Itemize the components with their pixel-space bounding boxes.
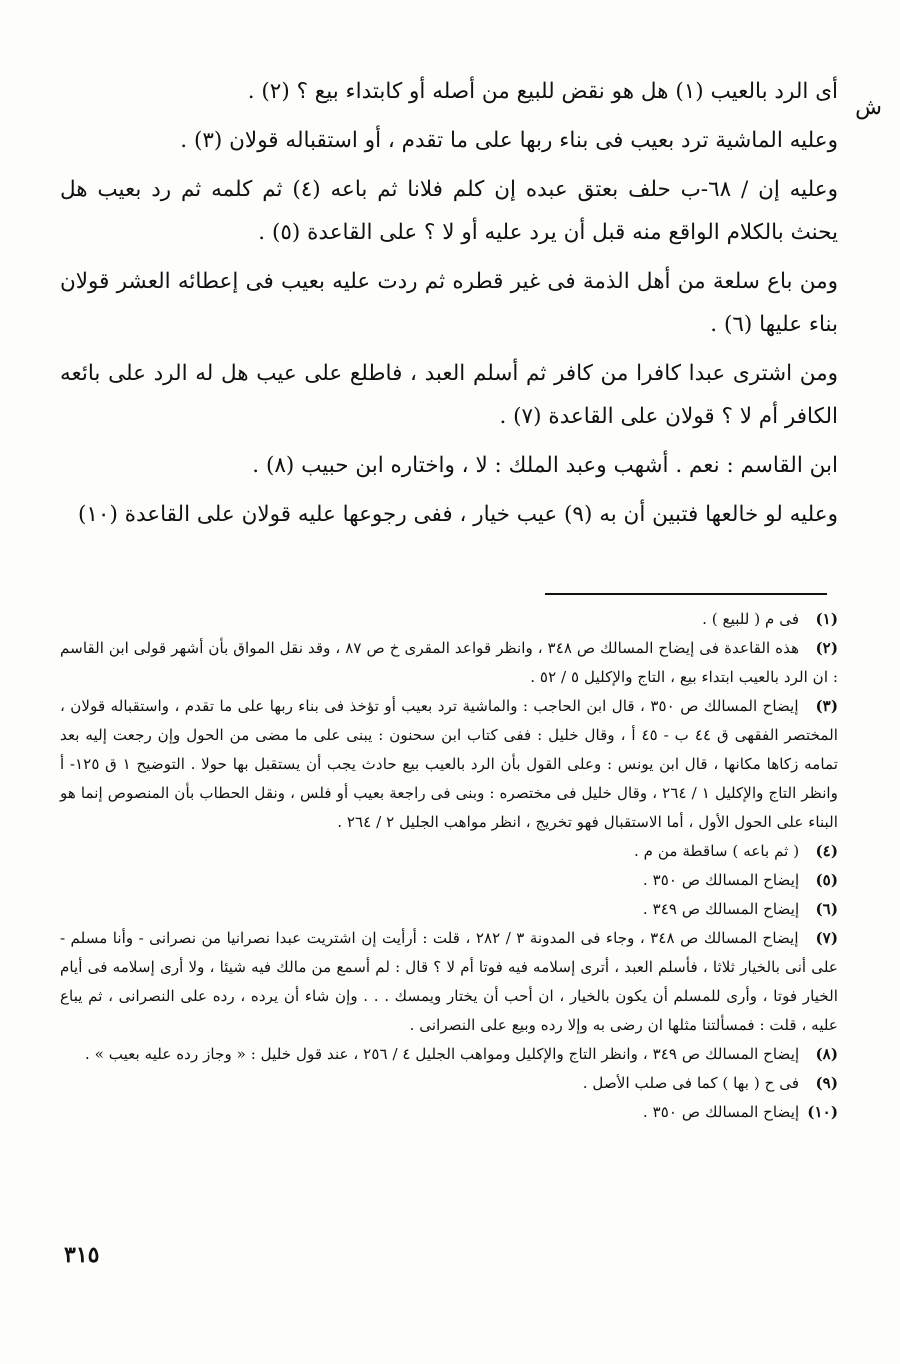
footnote-number: (٦) bbox=[815, 900, 838, 918]
footnote-number: (٩) bbox=[815, 1074, 838, 1092]
paragraph-2: وعليه الماشية ترد بعيب فى بناء ربها على ما تقدم ، أو استقباله قولان (٣) . bbox=[180, 128, 838, 153]
footnote-3 bbox=[60, 692, 838, 837]
footnote-number: (٧) bbox=[815, 929, 839, 947]
footnote-text: فى ح ( بها ) كما فى صلب الأصل . bbox=[582, 1074, 800, 1092]
footnote-number: (١) bbox=[815, 610, 838, 628]
footnote-text: إيضاح المسالك ص ٣٥٠ ، قال ابن الحاجب : والماشية ترد بعيب أو تؤخذ فى بناء ربها على ما تقدم ، واستقباله قولان ، المختصر الفقهى ق ٤٤ ب - ٤٥ أ ، وقال خليل : ففى كتاب ابن سحنون : يبنى على ما مضى من الحول وإن رجعت إليه بعد تمامه زكاها مكانها ، قال ابن يونس : وعلى القول بأن الرد بالعيب بيع حادث يجب أن يستقبل بها حولا . التوضيح ١ ق ١٢٥- أ وانظر التاج والإكليل ١ / ٢٦٤ ، وقال خليل فى مختصره : وبنى فى راجعة بعيب أو فلس ، ونقل الحطاب بأن المنصوص إنما هو البناء على الحول الأول ، أما الاستقبال فهو تخريج ، انظر مواهب الجليل ٢ / ٢٦٤ . bbox=[60, 697, 838, 831]
main-text bbox=[60, 70, 882, 542]
page-number: ٣١٥ bbox=[64, 1242, 100, 1268]
footnote-text: فى م ( للبيع ) . bbox=[702, 610, 800, 628]
footnote-text: إيضاح المسالك ص ٣٤٩ . bbox=[642, 900, 800, 918]
footnotes bbox=[60, 605, 838, 1127]
footnote-number: (٢) bbox=[815, 639, 838, 657]
footnote-number: (١٠) bbox=[807, 1103, 838, 1121]
paragraph-1: أى الرد بالعيب (١) هل هو نقض للبيع من أصله أو كابتداء بيع ؟ (٢) . bbox=[247, 79, 838, 104]
footnote-text: هذه القاعدة فى إيضاح المسالك ص ٣٤٨ ، وانظر قواعد المقرى خ ص ٨٧ ، وقد نقل المواق بأن أشهر قولى ابن القاسم : ان الرد بالعيب ابتداء بيع ، التاج والإكليل ٥ / ٥٢ . bbox=[60, 639, 838, 686]
footnote-6 bbox=[60, 895, 838, 924]
footnote-4 bbox=[60, 837, 838, 866]
footnote-separator bbox=[545, 593, 827, 595]
margin-mark: ش bbox=[855, 95, 882, 120]
footnote-text: إيضاح المسالك ص ٣٤٨ ، وجاء فى المدونة ٣ / ٢٨٢ ، قلت : أرأيت إن اشتريت عبدا نصرانيا من نصرانى - وأنا مسلم - على أنى بالخيار ثلاثا ، فأسلم العبد ، أترى إسلامه فيه فوتا أم لا ؟ قال : لم أسمع من مالك فيه شيئا ، ولا أرى إسلامه فى أيام الخيار فوتا ، وأرى للمسلم أن يكون بالخيار ، ان أحب أن يختار ويمسك . . . وإن شاء أن يرده ، رده على النصرانى ، ثم يباع عليه ، قلت : فمسألتنا مثلها ان رضى به وإلا رده وبيع على النصرانى . bbox=[60, 929, 838, 1034]
paragraph-5: ومن اشترى عبدا كافرا من كافر ثم أسلم العبد ، فاطلع على عيب هل له الرد على بائعه الكافر أم لا ؟ قولان على القاعدة (٧) . bbox=[60, 361, 838, 429]
footnote-number: (٥) bbox=[815, 871, 838, 889]
footnote-7 bbox=[60, 924, 838, 1040]
footnote-2 bbox=[60, 634, 838, 692]
paragraph-4: ومن باع سلعة من أهل الذمة فى غير قطره ثم ردت عليه بعيب فى إعطائه العشر قولان بناء عليها (٦) . bbox=[60, 269, 838, 337]
footnote-number: (٤) bbox=[815, 842, 838, 860]
paragraph-7: وعليه لو خالعها فتبين أن به (٩) عيب خيار ، ففى رجوعها عليه قولان على القاعدة (١٠) bbox=[77, 502, 838, 527]
footnote-text: إيضاح المسالك ص ٣٥٠ . bbox=[642, 871, 800, 889]
paragraph-3: وعليه إن / ٦٨-ب حلف بعتق عبده إن كلم فلانا ثم باعه (٤) ثم كلمه ثم رد بعيب هل يحنث بالكلام الواقع منه قبل أن يرد عليه أو لا ؟ على القاعدة (٥) . bbox=[60, 177, 838, 245]
footnote-text: إيضاح المسالك ص ٣٤٩ ، وانظر التاج والإكليل ومواهب الجليل ٤ / ٢٥٦ ، عند قول خليل : « وجاز رده عليه بعيب » . bbox=[84, 1045, 800, 1063]
footnote-1 bbox=[60, 605, 838, 634]
footnote-5 bbox=[60, 866, 838, 895]
footnote-10 bbox=[60, 1098, 838, 1127]
footnote-text: ( ثم باعه ) ساقطة من م . bbox=[633, 842, 800, 860]
paragraph-6: ابن القاسم : نعم . أشهب وعبد الملك : لا ، واختاره ابن حبيب (٨) . bbox=[252, 453, 838, 478]
footnote-number: (٣) bbox=[815, 697, 839, 715]
footnote-number: (٨) bbox=[815, 1045, 838, 1063]
footnote-8 bbox=[60, 1040, 838, 1069]
footnote-9 bbox=[60, 1069, 838, 1098]
footnote-text: إيضاح المسالك ص ٣٥٠ . bbox=[642, 1103, 800, 1121]
